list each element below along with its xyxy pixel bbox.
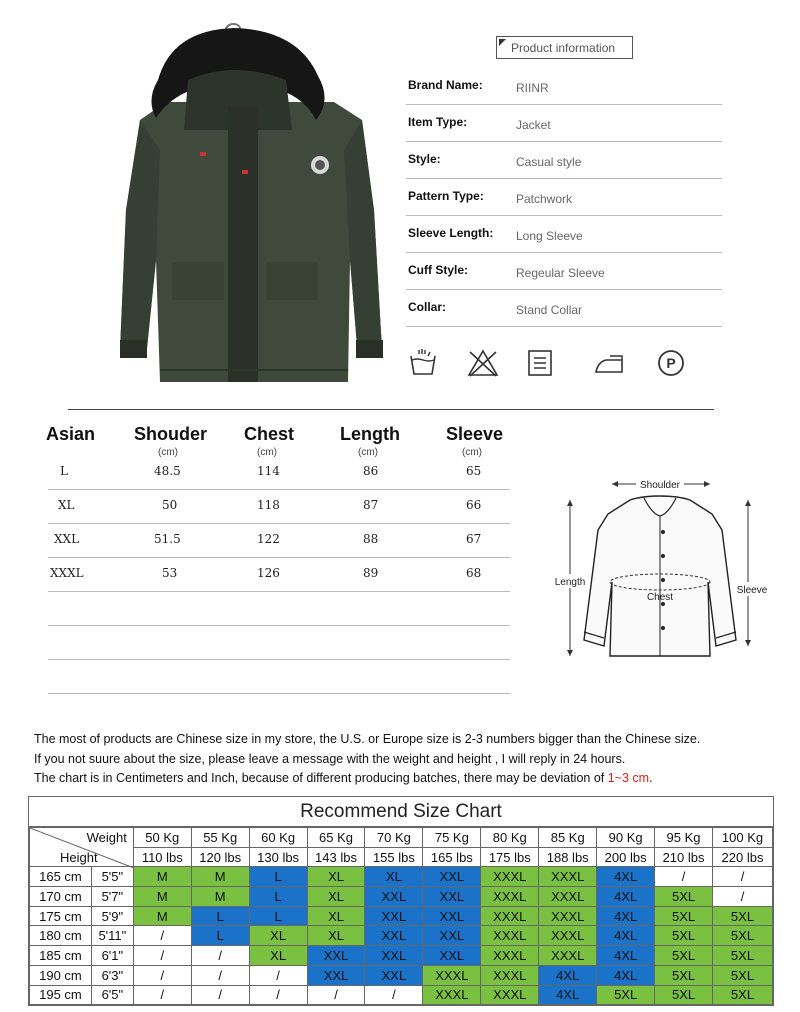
size-unit: (cm) xyxy=(462,447,482,458)
weight-kg-row xyxy=(30,828,773,848)
size-recommend-cell: XL xyxy=(249,946,307,966)
size-recommend-cell: XL xyxy=(307,887,365,907)
size-recommend-cell: XXL xyxy=(365,965,423,985)
size-cell: 114 xyxy=(257,464,280,478)
size-recommend-cell: XXL xyxy=(365,946,423,966)
weight-lbs-cell: 110 lbs xyxy=(133,847,191,867)
height-ft-cell: 5'11" xyxy=(91,926,133,946)
info-row-cuff xyxy=(406,253,722,290)
size-row xyxy=(48,524,510,558)
info-value: Regeular Sleeve xyxy=(516,266,605,280)
jacket-image xyxy=(36,10,396,395)
size-recommend-cell: XXL xyxy=(307,946,365,966)
weight-lbs-cell: 120 lbs xyxy=(191,847,249,867)
height-cm-cell: 165 cm xyxy=(30,867,92,887)
size-recommend-cell: XXXL xyxy=(481,906,539,926)
size-recommend-cell: XXXL xyxy=(481,965,539,985)
measurement-diagram xyxy=(552,470,774,678)
size-recommend-cell: M xyxy=(133,887,191,907)
weight-lbs-cell: 210 lbs xyxy=(655,847,713,867)
height-ft-cell: 5'9" xyxy=(91,906,133,926)
size-cell: XXXL xyxy=(50,566,84,580)
size-recommend-cell: 4XL xyxy=(597,906,655,926)
info-row-style xyxy=(406,142,722,179)
size-recommend-cell: 5XL xyxy=(655,887,713,907)
size-recommend-cell: M xyxy=(191,867,249,887)
svg-text:P: P xyxy=(666,355,676,371)
size-cell: 89 xyxy=(363,566,379,580)
note-line-1: The most of products are Chinese size in my store, the U.S. or Europe size is 2-3 numbers bigger than the Chinese size. xyxy=(34,732,701,746)
size-recommend-cell: XXXL xyxy=(423,965,481,985)
height-cm-cell: 195 cm xyxy=(30,985,92,1005)
size-recommend-cell: 5XL xyxy=(713,985,773,1005)
size-recommend-cell: 4XL xyxy=(597,946,655,966)
weight-kg-cell: 55 Kg xyxy=(191,828,249,848)
size-recommend-cell: / xyxy=(133,926,191,946)
size-cell: 87 xyxy=(363,498,379,512)
size-recommend-cell: XXXL xyxy=(539,867,597,887)
size-recommend-cell: / xyxy=(307,985,365,1005)
height-ft-cell: 6'1" xyxy=(91,946,133,966)
size-row xyxy=(48,456,510,490)
product-photo xyxy=(36,10,396,395)
size-recommend-cell: / xyxy=(713,887,773,907)
no-bleach-icon xyxy=(466,348,500,378)
size-recommend-cell: / xyxy=(655,867,713,887)
size-header-shoulder: Shouder xyxy=(134,424,208,444)
size-unit: (cm) xyxy=(158,447,178,458)
height-cm-cell: 190 cm xyxy=(30,965,92,985)
weight-kg-cell: 50 Kg xyxy=(133,828,191,848)
section-divider xyxy=(68,409,714,410)
weight-label: Weight xyxy=(86,830,127,845)
size-recommend-cell: / xyxy=(249,965,307,985)
height-cm-cell: 170 cm xyxy=(30,887,92,907)
size-cell: 88 xyxy=(363,532,379,546)
size-cell: XL xyxy=(58,498,75,512)
weight-kg-cell: 75 Kg xyxy=(423,828,481,848)
size-cell: 68 xyxy=(466,566,482,580)
size-recommend-cell: XXL xyxy=(423,946,481,966)
size-header-asian: Asian xyxy=(46,424,96,444)
height-row xyxy=(30,965,773,985)
diagram-length-label: Length xyxy=(554,577,586,588)
size-recommend-cell: 4XL xyxy=(597,926,655,946)
size-recommend-cell: XXL xyxy=(423,926,481,946)
size-recommend-cell: L xyxy=(191,906,249,926)
size-recommend-cell: 5XL xyxy=(655,926,713,946)
info-label: Style: xyxy=(408,152,441,166)
size-recommend-cell: XXL xyxy=(365,906,423,926)
size-recommend-cell: 5XL xyxy=(655,906,713,926)
size-cell: 50 xyxy=(162,498,178,512)
size-recommend-cell: 5XL xyxy=(597,985,655,1005)
size-cell: L xyxy=(60,464,68,478)
size-cell: 65 xyxy=(466,464,482,478)
size-unit: (cm) xyxy=(257,447,277,458)
weight-lbs-cell: 188 lbs xyxy=(539,847,597,867)
note-line-3-end: . xyxy=(649,771,653,785)
size-recommend-cell: XXXL xyxy=(481,985,539,1005)
size-cell: 66 xyxy=(466,498,482,512)
weight-lbs-cell: 200 lbs xyxy=(597,847,655,867)
size-recommend-cell: 4XL xyxy=(539,965,597,985)
size-recommend-cell: / xyxy=(191,985,249,1005)
height-cm-cell: 175 cm xyxy=(30,906,92,926)
note-line-2: If you not suure about the size, please leave a message with the weight and height , I will reply in 24 hours. xyxy=(34,752,626,766)
size-recommend-cell: XXL xyxy=(423,906,481,926)
size-recommend-cell: XXXL xyxy=(423,985,481,1005)
size-recommend-cell: L xyxy=(249,887,307,907)
size-recommend-cell: XXL xyxy=(423,867,481,887)
size-row xyxy=(48,558,510,592)
size-recommend-cell: XL xyxy=(307,906,365,926)
weight-kg-cell: 90 Kg xyxy=(597,828,655,848)
size-recommend-cell: 5XL xyxy=(713,946,773,966)
weight-kg-cell: 100 Kg xyxy=(713,828,773,848)
info-label: Collar: xyxy=(408,300,447,314)
size-cell: 118 xyxy=(257,498,280,512)
size-recommend-cell: XXXL xyxy=(539,946,597,966)
height-ft-cell: 6'5" xyxy=(91,985,133,1005)
size-recommend-cell: 4XL xyxy=(597,867,655,887)
weight-lbs-cell: 165 lbs xyxy=(423,847,481,867)
size-recommend-cell: L xyxy=(191,926,249,946)
info-value: Jacket xyxy=(516,118,551,132)
size-recommend-cell: 5XL xyxy=(655,965,713,985)
size-recommend-cell: XXXL xyxy=(539,887,597,907)
weight-lbs-cell: 155 lbs xyxy=(365,847,423,867)
size-recommend-cell: L xyxy=(249,906,307,926)
size-recommend-cell: / xyxy=(191,965,249,985)
height-ft-cell: 5'5" xyxy=(91,867,133,887)
recommend-size-chart xyxy=(28,796,774,1006)
info-row-collar xyxy=(406,290,722,327)
size-recommend-cell: M xyxy=(133,906,191,926)
size-recommend-cell: XXL xyxy=(307,965,365,985)
height-ft-cell: 5'7" xyxy=(91,887,133,907)
size-recommend-cell: XXXL xyxy=(481,867,539,887)
size-recommend-cell: 4XL xyxy=(597,965,655,985)
size-recommend-cell: XXL xyxy=(365,926,423,946)
info-label: Pattern Type: xyxy=(408,189,484,203)
weight-lbs-cell: 130 lbs xyxy=(249,847,307,867)
size-recommend-cell: / xyxy=(365,985,423,1005)
size-recommend-cell: / xyxy=(133,946,191,966)
size-recommend-cell: / xyxy=(133,985,191,1005)
weight-lbs-cell: 143 lbs xyxy=(307,847,365,867)
size-recommend-cell: 5XL xyxy=(655,946,713,966)
size-recommend-cell: 4XL xyxy=(539,985,597,1005)
size-header-chest: Chest xyxy=(244,424,295,444)
product-info-title-text: Product information xyxy=(511,40,616,55)
info-row-pattern xyxy=(406,179,722,216)
weight-kg-cell: 85 Kg xyxy=(539,828,597,848)
info-label: Sleeve Length: xyxy=(408,226,494,240)
iron-icon xyxy=(592,348,626,378)
size-cell: XXL xyxy=(54,532,80,546)
weight-kg-cell: 70 Kg xyxy=(365,828,423,848)
size-recommend-cell: M xyxy=(133,867,191,887)
weight-kg-cell: 80 Kg xyxy=(481,828,539,848)
note-line-3-text: The chart is in Centimeters and Inch, because of different producing batches, there may be deviation of xyxy=(34,771,608,785)
weight-lbs-cell: 220 lbs xyxy=(713,847,773,867)
size-recommend-cell: XL xyxy=(307,867,365,887)
info-label: Item Type: xyxy=(408,115,468,129)
size-recommend-cell: 5XL xyxy=(713,906,773,926)
size-row xyxy=(48,490,510,524)
product-info-title xyxy=(496,36,633,59)
size-recommend-cell: XXL xyxy=(365,887,423,907)
info-value: Stand Collar xyxy=(516,303,583,317)
info-label: Brand Name: xyxy=(408,78,483,92)
height-cm-cell: 180 cm xyxy=(30,926,92,946)
height-row xyxy=(30,887,773,907)
size-cell: 48.5 xyxy=(154,464,181,478)
dry-clean-icon xyxy=(656,348,686,378)
info-label: Cuff Style: xyxy=(408,263,468,277)
info-value: RIINR xyxy=(516,81,549,95)
info-value: Casual style xyxy=(516,155,582,169)
weight-lbs-cell: 175 lbs xyxy=(481,847,539,867)
deviation-value: 1~3 cm xyxy=(607,771,650,785)
info-row-item-type xyxy=(406,105,722,142)
info-value: Long Sleeve xyxy=(516,229,583,243)
size-recommend-cell: XXXL xyxy=(539,926,597,946)
recommend-title: Recommend Size Chart xyxy=(29,797,773,827)
diagram-chest-label: Chest xyxy=(646,592,674,603)
size-cell: 53 xyxy=(162,566,178,580)
height-cm-cell: 185 cm xyxy=(30,946,92,966)
size-recommend-cell: XXXL xyxy=(481,946,539,966)
size-recommend-cell: XXXL xyxy=(481,926,539,946)
diagram-sleeve-label: Sleeve xyxy=(736,585,768,596)
info-value: Patchwork xyxy=(516,192,573,206)
height-row xyxy=(30,906,773,926)
diagram-shoulder-label: Shoulder xyxy=(639,480,681,491)
size-recommend-cell: 5XL xyxy=(713,926,773,946)
info-row-brand xyxy=(406,68,722,105)
weight-kg-cell: 60 Kg xyxy=(249,828,307,848)
height-row xyxy=(30,946,773,966)
hand-wash-icon xyxy=(408,348,438,378)
corner-mark-icon xyxy=(499,39,506,46)
size-recommend-cell: M xyxy=(191,887,249,907)
height-ft-cell: 6'3" xyxy=(91,965,133,985)
weight-height-corner xyxy=(30,828,134,867)
size-row-empty xyxy=(48,660,510,694)
weight-lbs-row xyxy=(30,847,773,867)
weight-kg-cell: 95 Kg xyxy=(655,828,713,848)
size-row-empty xyxy=(48,626,510,660)
weight-kg-cell: 65 Kg xyxy=(307,828,365,848)
height-row xyxy=(30,985,773,1005)
size-recommend-cell: XL xyxy=(249,926,307,946)
size-cell: 51.5 xyxy=(154,532,181,546)
height-label: Height xyxy=(60,850,98,866)
size-recommend-cell: / xyxy=(249,985,307,1005)
size-recommend-cell: / xyxy=(713,867,773,887)
size-header-sleeve: Sleeve xyxy=(446,424,504,444)
size-recommend-cell: XL xyxy=(365,867,423,887)
size-recommend-cell: / xyxy=(191,946,249,966)
size-recommend-cell: L xyxy=(249,867,307,887)
care-icons xyxy=(406,348,696,382)
size-header-length: Length xyxy=(340,424,400,444)
size-cell: 67 xyxy=(466,532,482,546)
height-row xyxy=(30,867,773,887)
size-recommend-cell: 5XL xyxy=(713,965,773,985)
shirt-diagram-icon xyxy=(552,470,774,678)
size-recommend-cell: 5XL xyxy=(655,985,713,1005)
recommend-table xyxy=(29,827,773,1005)
size-recommend-cell: XXXL xyxy=(481,887,539,907)
size-recommend-cell: XL xyxy=(307,926,365,946)
size-recommend-cell: XXXL xyxy=(539,906,597,926)
size-recommend-cell: XXL xyxy=(423,887,481,907)
size-cell: 126 xyxy=(257,566,280,580)
note-line-3 xyxy=(34,771,653,785)
height-row xyxy=(30,926,773,946)
size-unit: (cm) xyxy=(358,447,378,458)
hang-dry-icon xyxy=(526,348,554,378)
size-recommend-cell: 4XL xyxy=(597,887,655,907)
info-row-sleeve-length xyxy=(406,216,722,253)
size-cell: 122 xyxy=(257,532,280,546)
size-row-empty xyxy=(48,592,510,626)
size-recommend-cell: / xyxy=(133,965,191,985)
size-cell: 86 xyxy=(363,464,379,478)
